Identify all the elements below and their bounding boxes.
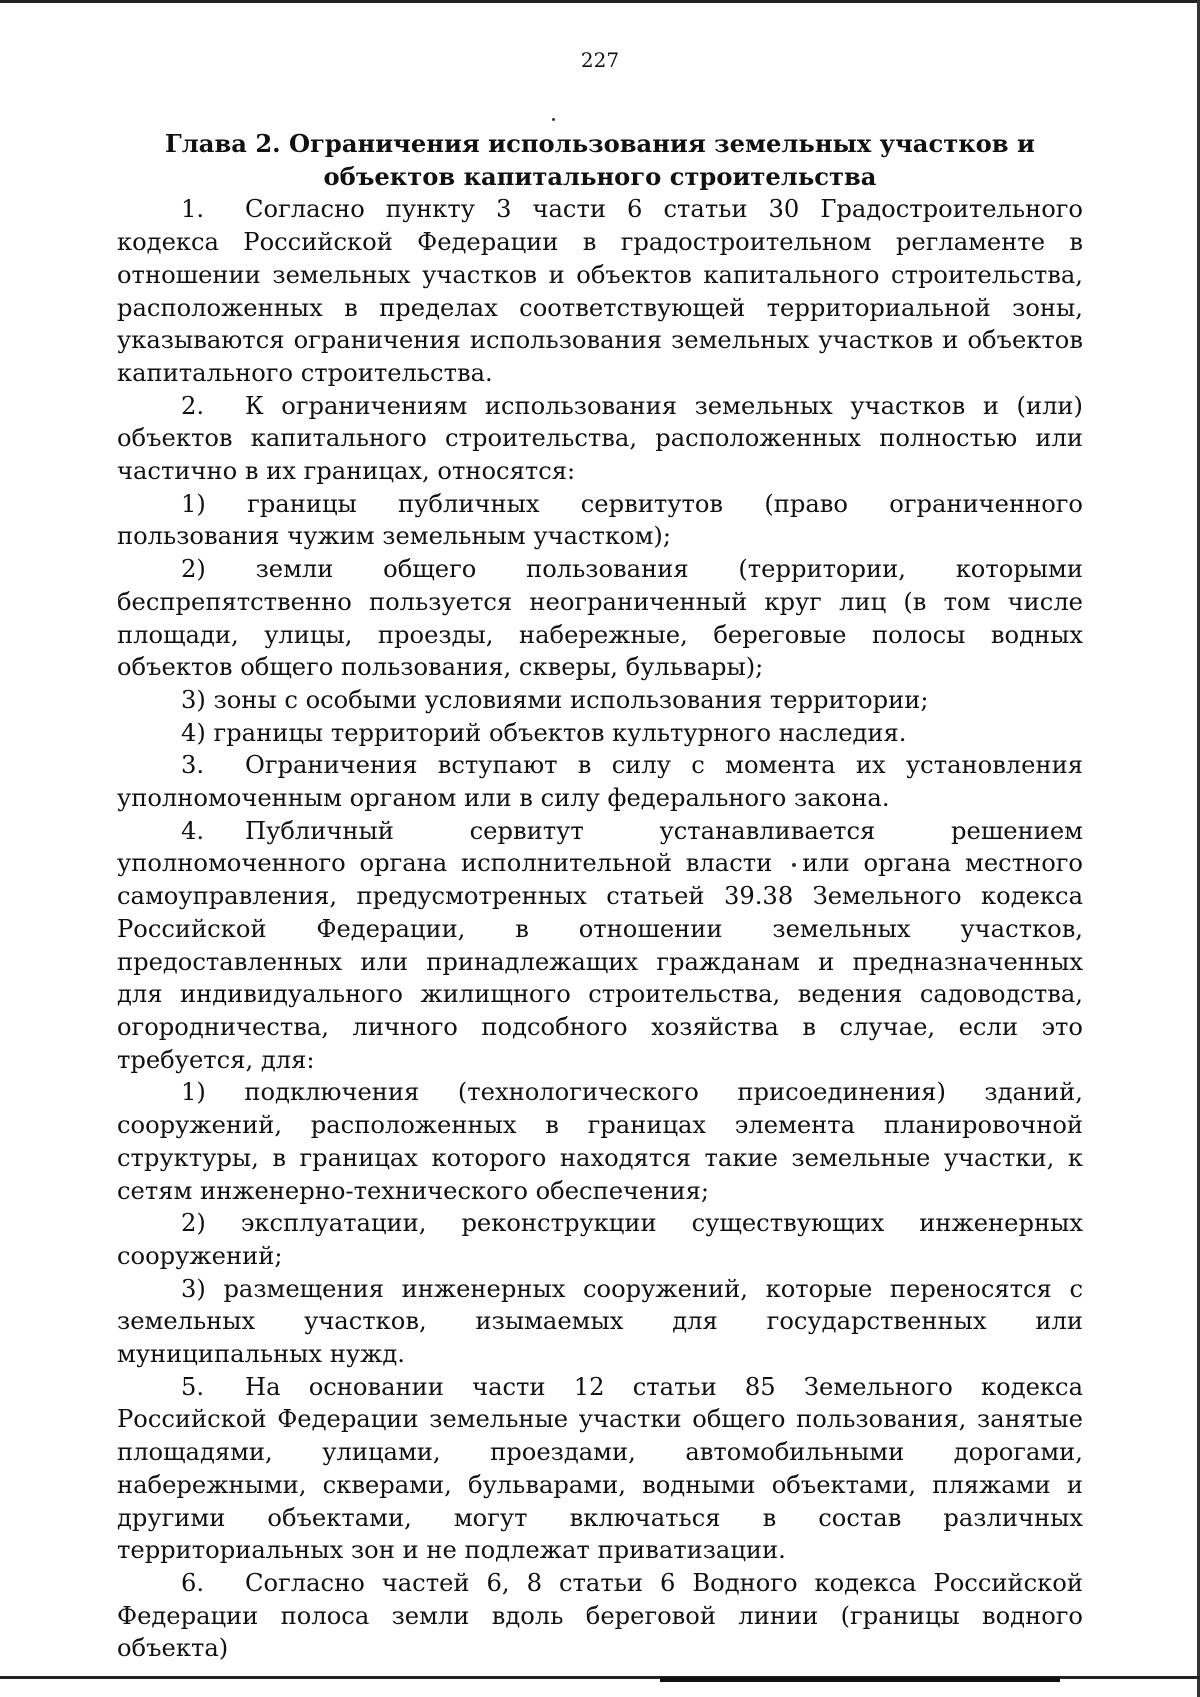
paragraph-2 xyxy=(117,390,1083,488)
chapter-title: Глава 2. Ограничения использования земельных участков и объектов капитального строительства xyxy=(165,129,1035,191)
paragraph-text: Ограничения вступают в силу с момента их установления уполномоченным органом или в силу федерального закона. xyxy=(117,751,1083,813)
list-item-2-2 xyxy=(117,553,1083,684)
paragraph-text-continued: или органа местного самоуправления, предусмотренных статьей 39.38 Земельного кодекса Российской Федерации, в отношении земельных участков, предоставленных или принадлежащих гражданам и предназначенных для индивидуального жилищного строительства, ведения садоводства, огородничества, личного подсобного хозяйства в случае, если это требуется, для: xyxy=(117,849,1083,1074)
paragraph-number: 1. xyxy=(181,195,205,224)
paragraph-6 xyxy=(117,1567,1083,1665)
list-item-2-1 xyxy=(117,488,1083,553)
list-item-2-4 xyxy=(117,717,1083,750)
scan-speck xyxy=(792,863,796,867)
paragraph-number: 4. xyxy=(181,816,205,845)
list-item-4-2 xyxy=(117,1207,1083,1272)
paragraph-number: 6. xyxy=(181,1568,205,1597)
paragraph-text: Согласно пункту 3 части 6 статьи 30 Градостроительного кодекса Российской Федерации в градостроительном регламенте в отношении земельных участков и объектов капитального строительства, расположенных в пределах соответствующей территориальной зоны, указываются ограничения использования земельных участков и объектов капитального строительства. xyxy=(117,195,1083,387)
scan-edge-bottom-mark xyxy=(660,1677,1060,1682)
paragraph-number: 3. xyxy=(181,751,205,780)
paragraph-text: К ограничениям использования земельных участков и (или) объектов капитального строительства, расположенных полностью или частично в их границах, относятся: xyxy=(117,391,1083,486)
list-item-4-1 xyxy=(117,1076,1083,1207)
paragraph-number: 5. xyxy=(181,1372,205,1401)
paragraph-5 xyxy=(117,1371,1083,1567)
scan-speck xyxy=(552,118,555,121)
list-item-text: 1) подключения (технологического присоединения) зданий, сооружений, расположенных в границах элемента планировочной структуры, в границах которого находятся такие земельные участки, к сетям инженерно-технического обеспечения; xyxy=(117,1078,1083,1205)
list-item-text: 2) эксплуатации, реконструкции существующих инженерных сооружений; xyxy=(117,1209,1083,1270)
list-item-text: 4) границы территорий объектов культурного наследия. xyxy=(181,718,907,747)
list-item-text: 1) границы публичных сервитутов (право ограниченного пользования чужим земельным участком); xyxy=(117,489,1083,551)
page-number: 227 xyxy=(580,48,620,72)
scan-edge-top xyxy=(0,0,1200,3)
paragraph-text: Публичный сервитут устанавливается решением уполномоченного органа исполнительной власти xyxy=(117,816,1083,878)
document-body xyxy=(117,128,1083,1665)
paragraph-3 xyxy=(117,749,1083,814)
paragraph-text: На основании части 12 статьи 85 Земельного кодекса Российской Федерации земельные участки общего пользования, занятые площадями, улицами, проездами, автомобильными дорогами, набережными, скверами, бульварами, водными объектами, пляжами и другими объектами, могут включаться в состав различных территориальных зон и не подлежат приватизации. xyxy=(117,1372,1083,1565)
list-item-text: 3) зоны с особыми условиями использования территории; xyxy=(181,685,929,714)
list-item-2-3 xyxy=(117,684,1083,717)
paragraph-1 xyxy=(117,193,1083,389)
list-item-text: 3) размещения инженерных сооружений, которые переносятся с земельных участков, изымаемых для государственных или муниципальных нужд. xyxy=(117,1274,1083,1369)
list-item-4-3 xyxy=(117,1273,1083,1371)
list-item-text: 2) земли общего пользования (территории, которыми беспрепятственно пользуется неограниченный круг лиц (в том числе площади, улицы, проезды, набережные, береговые полосы водных объектов общего пользования, скверы, бульвары); xyxy=(117,555,1083,682)
paragraph-4 xyxy=(117,815,1083,1077)
paragraph-text: Согласно частей 6, 8 статьи 6 Водного кодекса Российской Федерации полоса земли вдоль береговой линии (границы водного объекта) xyxy=(117,1568,1083,1663)
paragraph-number: 2. xyxy=(181,391,205,420)
